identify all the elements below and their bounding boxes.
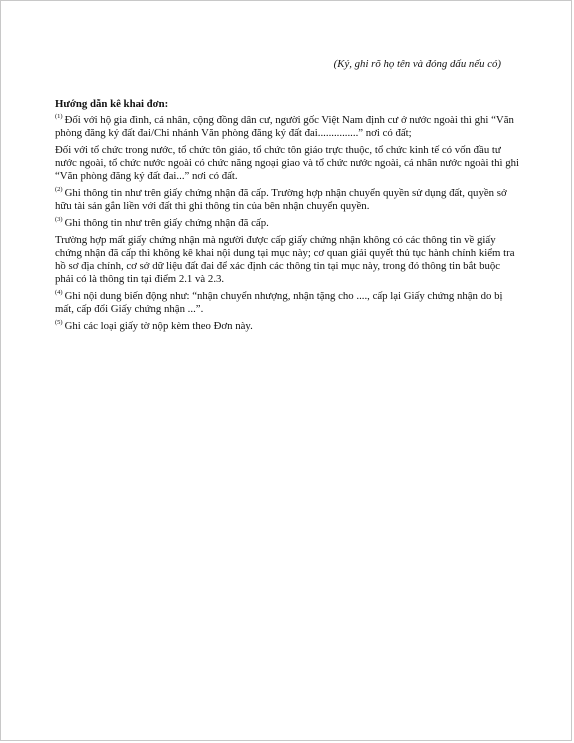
guide-paragraph-text: Ghi thông tin như trên giấy chứng nhận đã cấp.	[64, 217, 269, 229]
document-content	[55, 58, 521, 337]
footnote-marker-1: (1)	[55, 113, 63, 121]
guide-heading: Hướng dẫn kê khai đơn:	[55, 98, 169, 110]
guide-paragraph-7	[55, 320, 521, 333]
footnote-marker-2: (2)	[55, 186, 63, 194]
guide-paragraph-text: Đối với tổ chức trong nước, tổ chức tôn giáo, tổ chức tôn giáo trực thuộc, tổ chức kinh tế có vốn đầu tư nước ngoài, tổ chức nước ngoài có chức năng ngoại giao và tổ chức nước ngoài, cá nhân nước ngoài thì ghi “Văn phòng đăng ký đất đai...” nơi có đất.	[55, 144, 520, 182]
guide-paragraph-text: Ghi các loại giấy tờ nộp kèm theo Đơn này.	[64, 320, 253, 332]
signature-note: (Ký, ghi rõ họ tên và đóng dấu nếu có)	[333, 58, 501, 70]
guide-paragraph-text: Ghi thông tin như trên giấy chứng nhận đã cấp. Trường hợp nhận chuyển quyền sử dụng đất, quyền sở hữu tài sản gắn liền với đất thì ghi thông tin của bên nhận chuyển quyền.	[55, 187, 507, 212]
guide-paragraph-1	[55, 114, 521, 140]
footnote-marker-3: (3)	[55, 216, 63, 224]
footnote-marker-4: (4)	[55, 289, 63, 297]
guide-paragraph-text: Ghi nội dung biến động như: “nhận chuyển nhượng, nhận tặng cho ...., cấp lại Giấy chứng nhận do bị mất, cấp đổi Giấy chứng nhận ...”.	[55, 290, 503, 315]
guide-paragraph-text: Trường hợp mất giấy chứng nhận mà người được cấp giấy chứng nhận không có các thông tin về giấy chứng nhận đã cấp thì không kê khai nội dung tại mục này; cơ quan giải quyết thủ tục hành chính kiểm tra hồ sơ địa chính, cơ sở dữ liệu đất đai để xác định các thông tin tại mục này, trong đó thông tin bắt buộc phải có là thông tin tại điểm 2.1 và 2.3.	[55, 234, 515, 285]
footnote-marker-5: (5)	[55, 319, 63, 327]
guide-paragraph-6	[55, 290, 521, 316]
guide-paragraph-2	[55, 144, 521, 183]
guide-paragraph-4	[55, 217, 521, 230]
guide-paragraph-text: Đối với hộ gia đình, cá nhân, cộng đồng dân cư, người gốc Việt Nam định cư ở nước ngoài thì ghi “Văn phòng đăng ký đất đai/Chi nhánh Văn phòng đăng ký đất đai...............” nơi có đất;	[55, 114, 514, 139]
guide-paragraph-5	[55, 234, 521, 286]
guide-paragraph-3	[55, 187, 521, 213]
